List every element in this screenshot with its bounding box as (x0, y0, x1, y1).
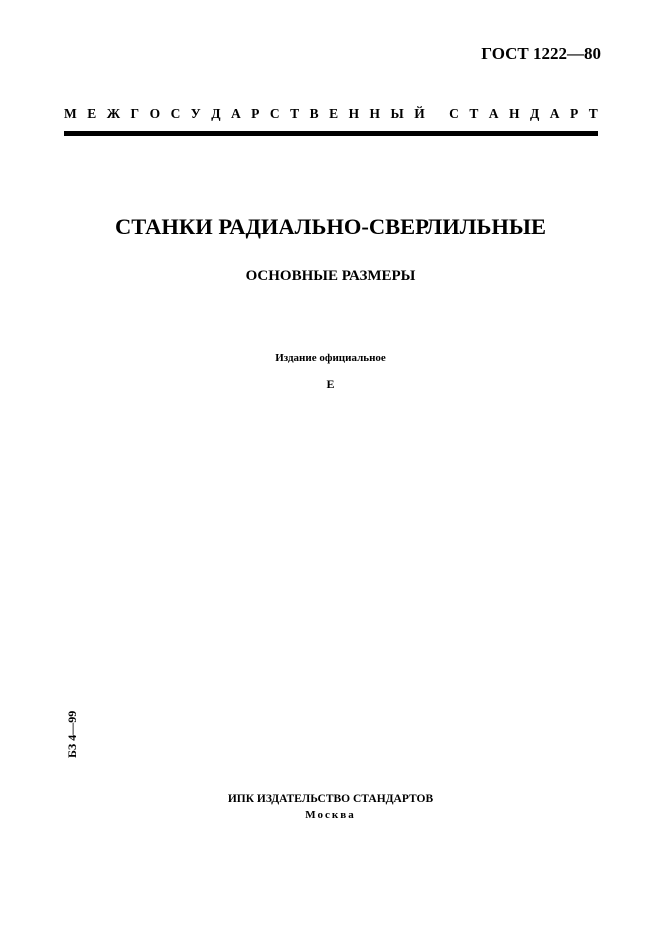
banner-letter: Н (348, 106, 360, 121)
publisher-city: Москва (305, 809, 356, 821)
banner-letter: Г (130, 106, 140, 121)
banner-letter: У (190, 106, 201, 121)
banner-letter: Н (369, 106, 381, 121)
header-divider (64, 131, 598, 136)
banner-letter: Н (509, 106, 520, 121)
edition-label: Издание официальное (275, 352, 386, 364)
edition-mark: Е (326, 377, 335, 391)
banner-word-gap (435, 106, 438, 122)
document-subtitle: ОСНОВНЫЕ РАЗМЕРЫ (245, 268, 416, 284)
banner-letter: Е (87, 106, 97, 121)
banner-letter: С (170, 106, 181, 121)
banner-letter: Т (469, 106, 479, 121)
publisher-name: ИПК ИЗДАТЕЛЬСТВО СТАНДАРТОВ (227, 793, 434, 805)
banner-letter: Д (211, 106, 221, 121)
banner-letter: В (309, 106, 319, 121)
banner-letter: Т (290, 106, 300, 121)
banner-letter: А (549, 106, 560, 121)
banner-letter: Ы (390, 106, 404, 121)
banner-letter: А (230, 106, 241, 121)
banner-letter: Д (530, 106, 540, 121)
banner-letter: М (64, 106, 77, 121)
banner-letter: А (488, 106, 499, 121)
banner-letter: Й (414, 106, 425, 121)
banner-letter: Р (569, 106, 579, 121)
banner-letter: Ж (106, 106, 121, 121)
banner-letter: Т (588, 106, 598, 121)
banner-letter: О (149, 106, 161, 121)
document-title: СТАНКИ РАДИАЛЬНО-СВЕРЛИЛЬНЫЕ (115, 214, 546, 239)
standard-type-banner (64, 106, 598, 122)
banner-letter: С (269, 106, 280, 121)
banner-letter: С (449, 106, 459, 121)
banner-letter: Е (329, 106, 339, 121)
banner-letter: Р (251, 106, 260, 121)
catalog-code: БЗ 4—99 (65, 710, 79, 758)
document-number: ГОСТ 1222—80 (481, 44, 601, 63)
